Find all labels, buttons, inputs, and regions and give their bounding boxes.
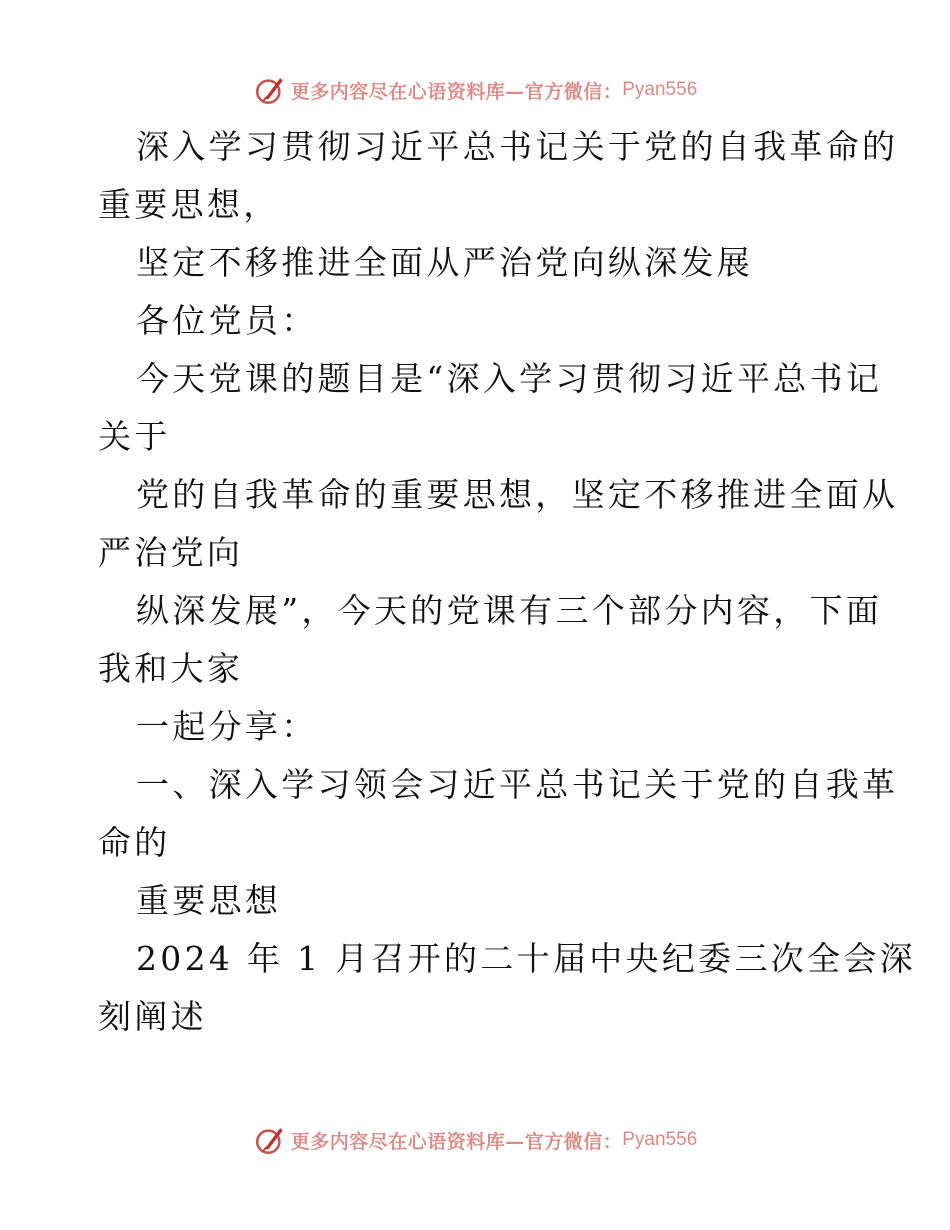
text-line: 一、深入学习领会习近平总书记关于党的自我革 xyxy=(136,765,899,804)
watermark-wechat-id: Pyan556 xyxy=(622,1129,698,1150)
watermark-text: 更多内容尽在心语资料库—官方微信： xyxy=(290,1130,623,1153)
text-line: 重要思想， xyxy=(98,185,280,224)
header-watermark xyxy=(0,72,950,108)
text-line: 坚定不移推进全面从严治党向纵深发展 xyxy=(136,243,754,282)
text-line: 重要思想 xyxy=(136,881,282,920)
text-line: 我和大家 xyxy=(98,649,244,688)
text-line: 命的 xyxy=(98,823,171,862)
text-line: 各位党员： xyxy=(136,301,318,340)
text-line: 一起分享： xyxy=(136,707,318,746)
text-line: 今天党课的题目是“深入学习贯彻习近平总书记 xyxy=(136,359,883,398)
text-line: 纵深发展”，今天的党课有三个部分内容，下面 xyxy=(136,591,883,630)
watermark-wechat-id: Pyan556 xyxy=(622,79,698,100)
text-line: 严治党向 xyxy=(98,533,244,572)
text-line: 2024 年 1 月召开的二十届中央纪委三次全会深 xyxy=(136,939,916,978)
text-line: 深入学习贯彻习近平总书记关于党的自我革命的 xyxy=(136,127,899,166)
footer-watermark xyxy=(0,1122,950,1158)
text-line: 关于 xyxy=(98,417,171,456)
document-body xyxy=(98,118,916,1046)
text-line: 党的自我革命的重要思想，坚定不移推进全面从 xyxy=(136,475,899,514)
watermark-text: 更多内容尽在心语资料库—官方微信： xyxy=(290,80,623,103)
quill-logo-icon xyxy=(253,1123,287,1157)
text-line: 刻阐述 xyxy=(98,997,207,1036)
quill-logo-icon xyxy=(253,73,287,107)
